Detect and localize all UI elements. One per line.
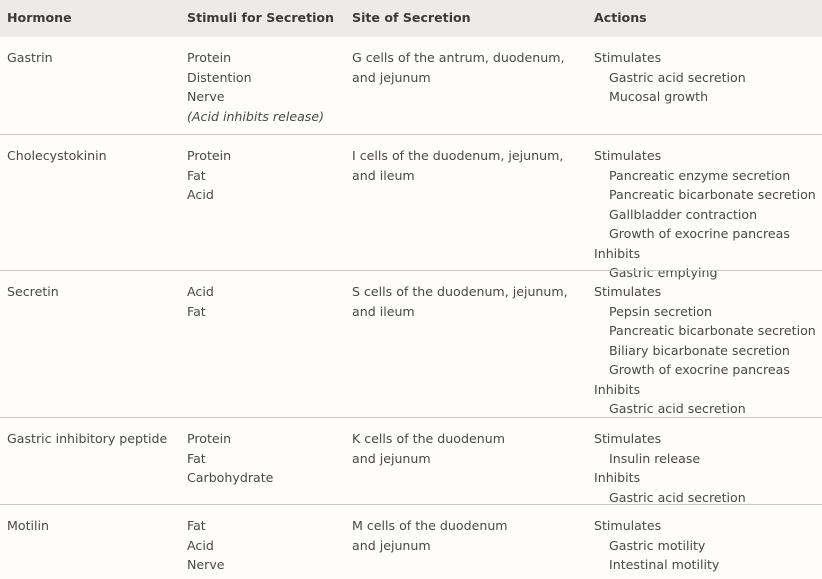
action-item: Gastric emptying <box>609 265 718 280</box>
header-actions: Actions <box>594 10 647 25</box>
action-item: Mucosal growth <box>609 89 709 104</box>
action-category: Stimulates <box>594 518 662 533</box>
stimuli-cell <box>187 282 214 321</box>
table-row <box>0 504 822 579</box>
site-line: and jejunum <box>352 537 431 553</box>
action-item: Pepsin secretion <box>609 303 712 319</box>
action-item: Growth of exocrine pancreas <box>609 226 790 241</box>
site-line: K cells of the duodenum <box>352 431 505 446</box>
action-item: Pancreatic bicarbonate secretion <box>609 187 816 202</box>
action-item: Gastric acid secretion <box>609 69 746 85</box>
action-category: Stimulates <box>594 50 662 65</box>
hormone-name: Motilin <box>7 518 49 533</box>
hormone-name: Gastrin <box>7 50 53 65</box>
action-category: Stimulates <box>594 431 662 446</box>
site-line: M cells of the duodenum <box>352 518 508 533</box>
action-item: Biliary bicarbonate secretion <box>609 342 790 358</box>
action-item: Gallbladder contraction <box>609 206 758 222</box>
header-stimuli: Stimuli for Secretion <box>187 10 335 25</box>
action-item: Gastric acid secretion <box>609 401 746 416</box>
action-item: Gastric motility <box>609 537 706 553</box>
header-hormone: Hormone <box>7 10 72 25</box>
stimuli-cell <box>187 48 324 126</box>
site-line: and jejunum <box>352 69 431 85</box>
actions-cell <box>594 429 746 507</box>
stimulus-item: Acid <box>187 187 214 202</box>
stimulus-item: Protein <box>187 431 232 446</box>
site-cell <box>352 429 505 468</box>
action-category: Inhibits <box>594 470 641 485</box>
actions-cell <box>594 48 746 107</box>
stimulus-item: Acid <box>187 537 214 553</box>
table-row <box>0 417 822 505</box>
stimulus-item: Carbohydrate <box>187 470 274 485</box>
action-item: Intestinal motility <box>609 557 720 572</box>
action-item: Gastric acid secretion <box>609 489 746 505</box>
actions-cell <box>594 146 816 283</box>
action-category: Inhibits <box>594 245 641 261</box>
stimulus-item: Protein <box>187 50 232 65</box>
site-line: and ileum <box>352 303 415 319</box>
action-category: Inhibits <box>594 381 641 397</box>
stimulus-item: Fat <box>187 450 206 466</box>
stimulus-item: Nerve <box>187 557 225 572</box>
table-row <box>0 37 822 134</box>
action-item: Pancreatic enzyme secretion <box>609 167 791 183</box>
site-line: and ileum <box>352 167 415 183</box>
site-line: G cells of the antrum, duodenum, <box>352 50 565 65</box>
site-line: S cells of the duodenum, jejunum, <box>352 284 568 299</box>
actions-cell <box>594 516 719 575</box>
stimuli-cell <box>187 429 273 488</box>
stimulus-item: Acid <box>187 284 214 299</box>
stimulus-item: (Acid inhibits release) <box>187 108 325 124</box>
stimulus-item: Nerve <box>187 89 225 104</box>
action-category: Stimulates <box>594 284 662 299</box>
site-cell <box>352 146 563 185</box>
actions-cell <box>594 282 816 419</box>
stimulus-item: Fat <box>187 167 206 183</box>
action-item: Growth of exocrine pancreas <box>609 362 790 377</box>
stimulus-item: Fat <box>187 303 206 319</box>
hormone-name: Gastric inhibitory peptide <box>7 431 168 446</box>
action-item: Insulin release <box>609 450 701 466</box>
table-header <box>0 0 822 37</box>
action-category: Stimulates <box>594 148 662 163</box>
hormone-name: Cholecystokinin <box>7 148 107 163</box>
stimulus-item: Distention <box>187 69 252 85</box>
hormone-name: Secretin <box>7 284 59 299</box>
stimulus-item: Protein <box>187 148 232 163</box>
site-cell <box>352 282 568 321</box>
site-line: I cells of the duodenum, jejunum, <box>352 148 564 163</box>
header-site: Site of Secretion <box>352 10 471 25</box>
site-line: and jejunum <box>352 450 431 466</box>
table-row <box>0 134 822 280</box>
stimuli-cell <box>187 146 231 205</box>
site-cell <box>352 516 508 555</box>
action-item: Pancreatic bicarbonate secretion <box>609 323 816 338</box>
stimuli-cell <box>187 516 225 575</box>
stimulus-item: Fat <box>187 518 206 533</box>
site-cell <box>352 48 565 87</box>
table-row <box>0 270 822 418</box>
